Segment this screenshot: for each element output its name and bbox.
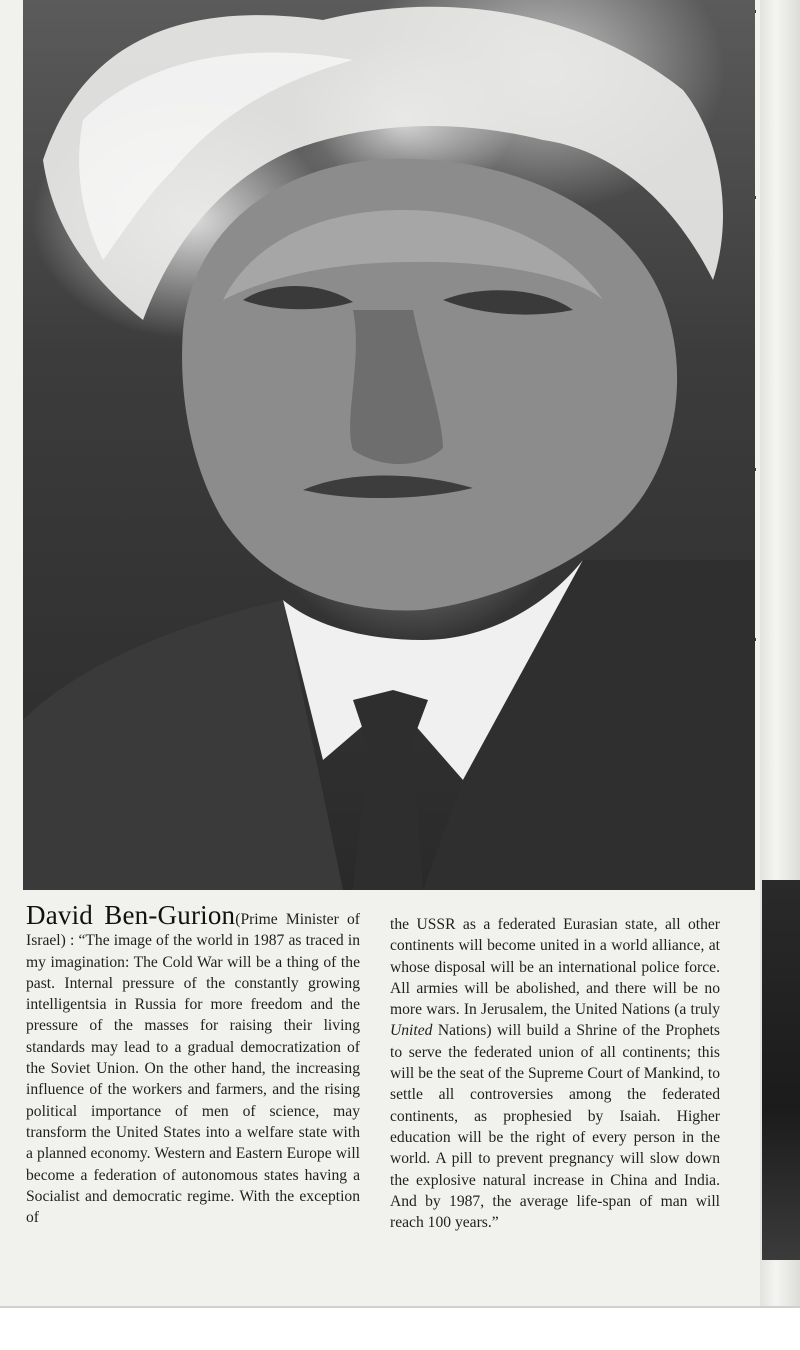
portrait-illustration xyxy=(23,0,755,890)
person-name: David Ben-Gurion xyxy=(26,900,236,930)
quote-text-right-b: Nations) will build a Shrine of the Prophets to serve the federated union of all continents; this will be the seat of the Supreme Court of Mankind, to settle all controversies among the federated continents, as prophesied by Isaiah. Higher education will be the right of every person in the world. A pill to prevent pregnancy will slow down the explosive natural increase in China and India. And by 1987, the average life-span of man will reach 100 years.” xyxy=(390,1022,720,1232)
person-role: (Prime Minister of Israel) : xyxy=(26,911,360,950)
quote-italic-word: United xyxy=(390,1022,433,1040)
adjacent-page-strip xyxy=(762,880,800,1260)
quote-text-left: “The image of the world in 1987 as traced in my imagination: The Cold War will be a thing of the past. Internal pressure of the constantly growing intelligentsia in Russia for more freedom and the pressure of the masses for raising their living standards may lead to a gradual democratization of the Soviet Union. On the other hand, the increasing influence of the workers and farmers, and the rising political importance of men of science, may transform the United States into a welfare state with a planned economy. Western and Eastern Europe will become a federation of autonomous states having a Socialist and democratic regime. With the exception of xyxy=(26,932,360,1227)
article-column-right xyxy=(390,914,720,1233)
article-column-left xyxy=(26,900,360,1228)
portrait-photo xyxy=(23,0,755,890)
quote-text-right-a: the USSR as a federated Eurasian state, all other continents will become united in a world alliance, at whose disposal will be an international police force. All armies will be abolished, and there will be no more wars. In Jerusalem, the United Nations (a truly xyxy=(390,916,720,1019)
page-bottom-edge xyxy=(0,1306,800,1308)
